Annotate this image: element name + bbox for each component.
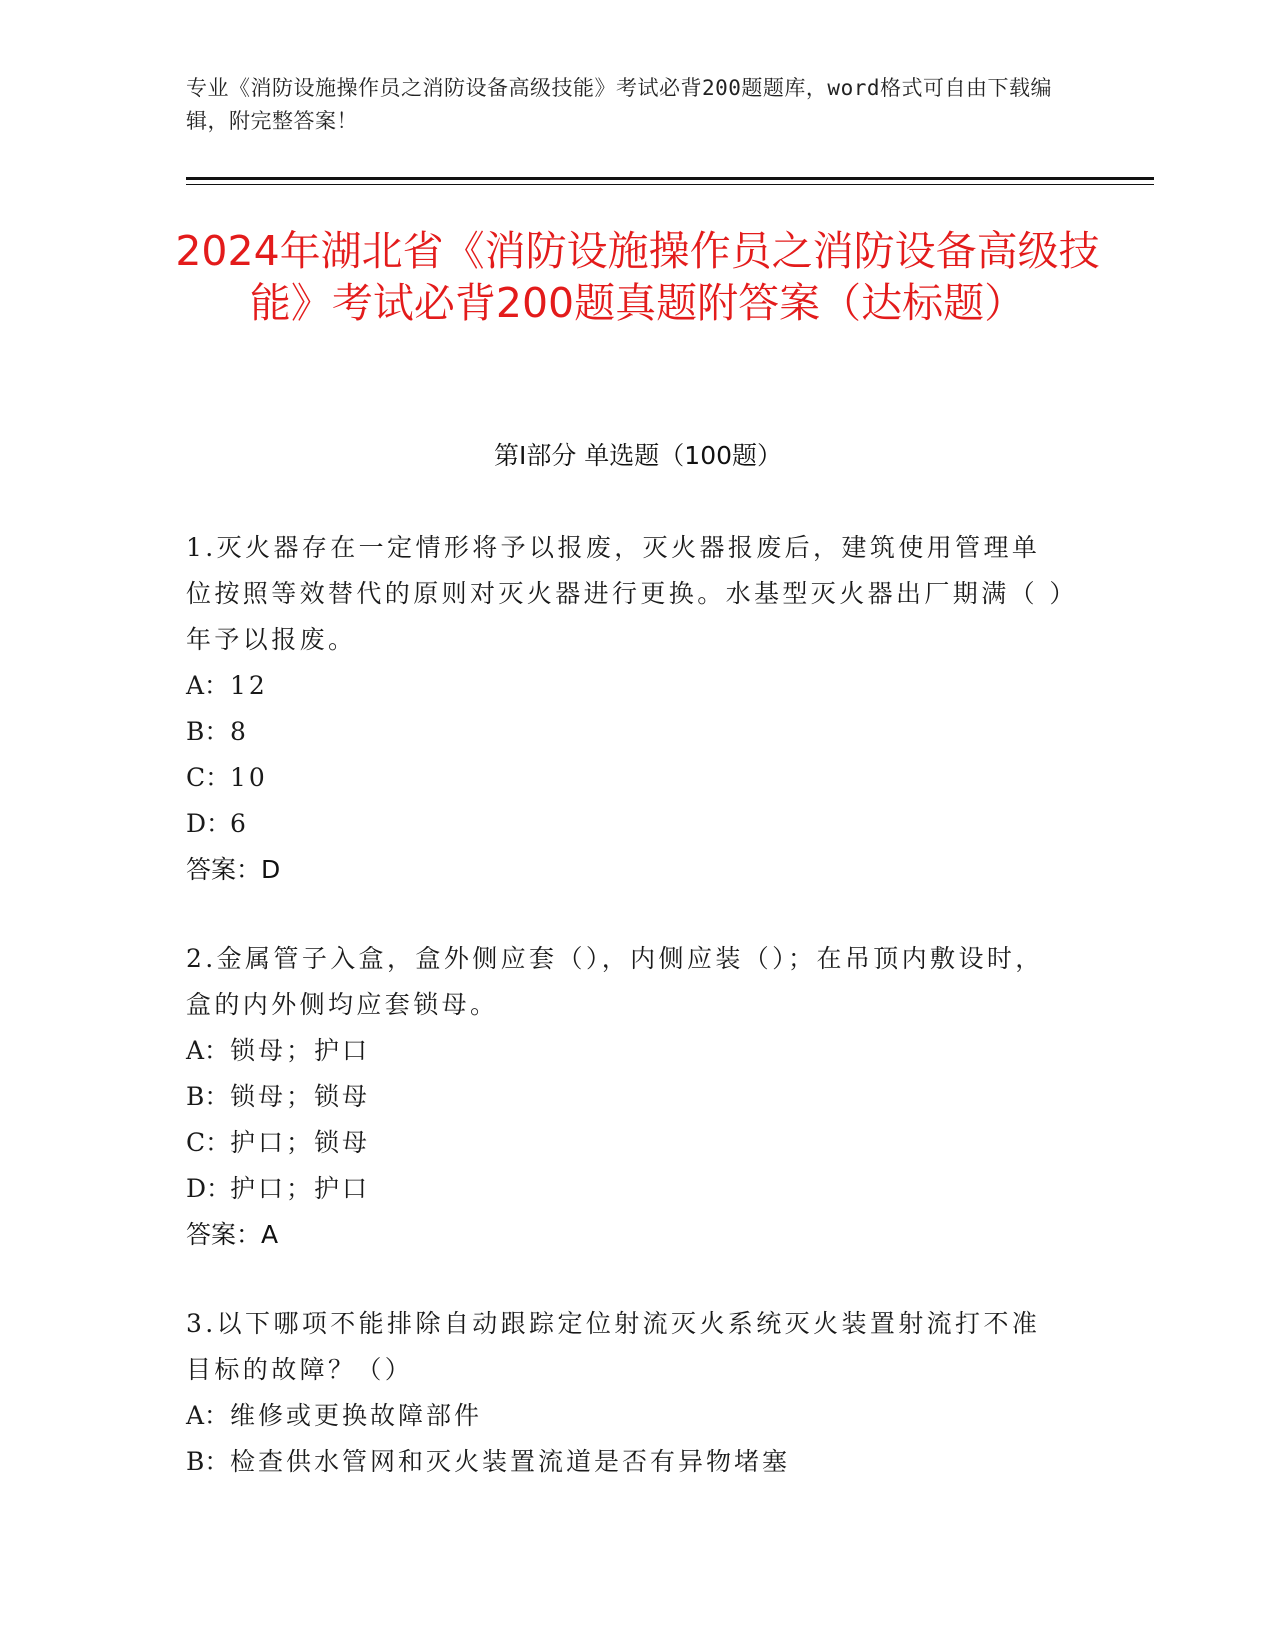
option-b	[186, 1074, 1066, 1120]
answer-line: 答案：D	[186, 855, 281, 884]
option-key: A：	[186, 1036, 230, 1065]
option-key: B：	[186, 1447, 230, 1476]
option-a	[186, 1393, 1066, 1439]
question-item	[186, 936, 1066, 1258]
option-text: 检查供水管网和灭火装置流道是否有异物堵塞	[230, 1447, 791, 1476]
header-divider-thin	[186, 184, 1154, 185]
option-d	[186, 801, 1066, 847]
option-key: D：	[186, 1174, 232, 1203]
option-key: B：	[186, 717, 230, 746]
option-text: 8	[230, 717, 249, 746]
option-b	[186, 1439, 1066, 1485]
option-text: 6	[230, 809, 249, 838]
option-text: 护口；锁母	[230, 1128, 371, 1157]
option-text: 10	[230, 763, 268, 792]
document-title: 2024年湖北省《消防设施操作员之消防设备高级技能》考试必背200题真题附答案（达标题）	[175, 227, 1100, 327]
question-item	[186, 525, 1066, 893]
option-c	[186, 755, 1066, 801]
option-text: 锁母；锁母	[230, 1082, 371, 1111]
option-key: C：	[186, 1128, 231, 1157]
option-text: 维修或更换故障部件	[230, 1401, 483, 1430]
option-key: B：	[186, 1082, 230, 1111]
header-note: 专业《消防设施操作员之消防设备高级技能》考试必背200题题库，word格式可自由下载编辑，附完整答案！	[186, 76, 1052, 133]
question-list	[186, 525, 1066, 1528]
question-text: 2.金属管子入盒，盒外侧应套（），内侧应装（）；在吊顶内敷设时，盒的内外侧均应套锁母。	[186, 944, 1044, 1019]
option-a	[186, 1028, 1066, 1074]
option-key: C：	[186, 763, 231, 792]
answer-line: 答案：A	[186, 1220, 279, 1249]
option-text: 护口；护口	[230, 1174, 371, 1203]
option-b	[186, 709, 1066, 755]
option-key: A：	[186, 671, 230, 700]
option-c	[186, 1120, 1066, 1166]
option-key: A：	[186, 1401, 230, 1430]
question-text: 3.以下哪项不能排除自动跟踪定位射流灭火系统灭火装置射流打不准目标的故障？（）	[186, 1309, 1041, 1384]
option-d	[186, 1166, 1066, 1212]
header-divider	[186, 177, 1154, 180]
question-item	[186, 1301, 1066, 1485]
option-text: 12	[230, 671, 268, 700]
question-text: 1.灭火器存在一定情形将予以报废，灭火器报废后，建筑使用管理单位按照等效替代的原则对灭火器进行更换。水基型灭火器出厂期满（ ）年予以报废。	[186, 533, 1066, 654]
section-heading: 第I部分 单选题（100题）	[493, 441, 783, 470]
option-text: 锁母；护口	[230, 1036, 371, 1065]
option-a	[186, 663, 1066, 709]
option-key: D：	[186, 809, 232, 838]
